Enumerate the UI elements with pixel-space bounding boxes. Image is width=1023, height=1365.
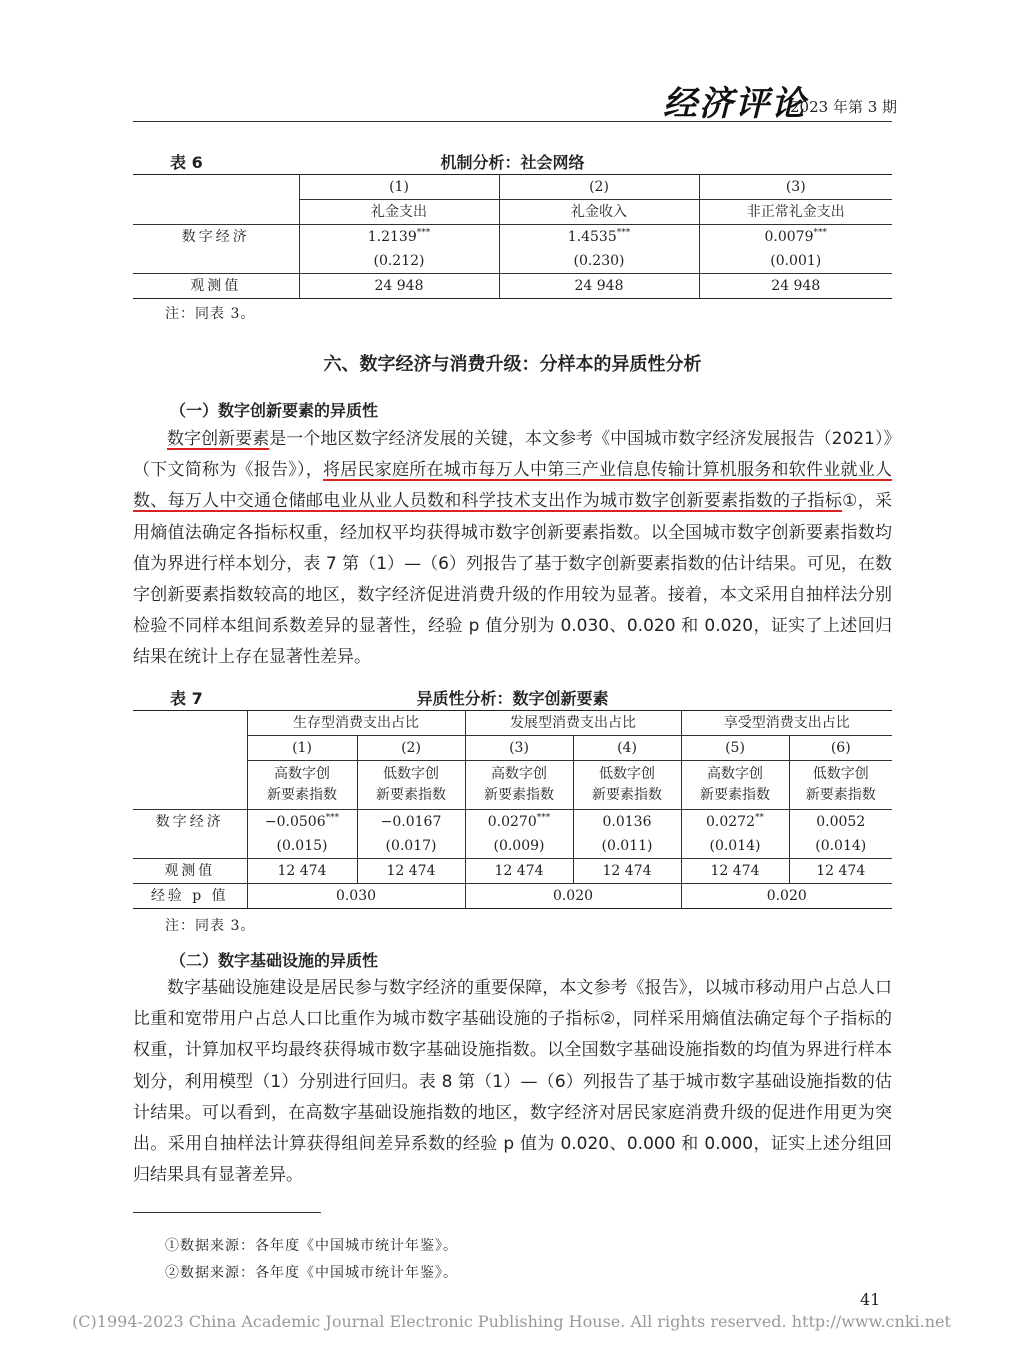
table6-label: 表 6 <box>170 153 203 172</box>
section-title: 六、数字经济与消费升级：分样本的异质性分析 <box>323 354 702 375</box>
table7-coef: −0.0167 <box>357 810 465 835</box>
table7-colnum: (3) <box>465 736 573 761</box>
table6 <box>133 174 892 299</box>
journal-logo: 经济评论 <box>663 84 807 124</box>
table7-obs: 12 474 <box>357 859 465 884</box>
table7-colname-low: 低数字创 新要素指数 <box>573 761 681 810</box>
table7-se: (0.011) <box>573 834 681 859</box>
table7-colnum: (5) <box>681 736 789 761</box>
table7-obs: 12 474 <box>247 859 357 884</box>
table7-colname-low: 低数字创 新要素指数 <box>357 761 465 810</box>
table6-corner <box>133 175 299 200</box>
table7-coef: 0.0136 <box>573 810 681 835</box>
table7-pvalue: 0.020 <box>465 884 681 909</box>
table6-coef: 1.2139*** <box>299 225 499 250</box>
table7-colname-low: 低数字创 新要素指数 <box>789 761 892 810</box>
table7-obs: 12 474 <box>681 859 789 884</box>
table6-corner-lower <box>133 200 299 225</box>
table6-se: (0.230) <box>499 249 699 274</box>
table7-colname-high: 高数字创 新要素指数 <box>681 761 789 810</box>
table7-se: (0.015) <box>247 834 357 859</box>
table7-note: 注：同表 3。 <box>165 918 256 934</box>
table7-coef: 0.0270*** <box>465 810 573 835</box>
paragraph-2: 数字基础设施建设是居民参与数字经济的重要保障，本文参考《报告》，以城市移动用户占总人口比重和宽带用户占总人口比重作为城市数字基础设施的子指标②，同样采用熵值法确定每个子指标的权重，计算加权平均最终获得城市数字基础设施指数。以全国数字基础设施指数的均值为界进行样本划分，利用模型（1）分别进行回归。表 8 第（1）—（6）列报告了基于城市数字基础设施指数的估计结果。可以看到，在高数字基础设施指数的地区，数字经济对居民家庭消费升级的促进作用更为突出。采用自抽样法计算获得组间差异系数的经验 p 值为 0.020、0.000 和 0.000，证实上述分组回归结果具有显著差异。 <box>133 978 892 1186</box>
table6-coef: 1.4535*** <box>499 225 699 250</box>
table7-pvalue: 0.030 <box>247 884 465 909</box>
table6-obs: 24 948 <box>699 274 892 299</box>
table7-obs: 12 474 <box>573 859 681 884</box>
table7-group: 生存型消费支出占比 <box>247 711 465 736</box>
table6-se: (0.212) <box>299 249 499 274</box>
table6-se: (0.001) <box>699 249 892 274</box>
header-rule <box>133 121 892 122</box>
issue-label: 2023 年第 3 期 <box>790 98 898 116</box>
table7-row-digital: 数字经济 <box>133 810 247 859</box>
table7-row-obs: 观测值 <box>133 859 247 884</box>
table7-colname-high: 高数字创 新要素指数 <box>247 761 357 810</box>
table7-group: 发展型消费支出占比 <box>465 711 681 736</box>
table7-obs: 12 474 <box>465 859 573 884</box>
table6-colname: 礼金支出 <box>299 200 499 225</box>
table6-colnum: (1) <box>299 175 499 200</box>
table7-se: (0.014) <box>789 834 892 859</box>
table7-coef: 0.0052 <box>789 810 892 835</box>
underlined-passage: 将居民家庭所在城市每万人中第三产业信息传输计算机服务和软件业就业人数、每万人中交通仓储邮电业从业人员数和科学技术支出作为城市数字创新要素指数的子指标 <box>133 460 892 512</box>
table7-se: (0.009) <box>465 834 573 859</box>
copyright-footer: (C)1994-2023 China Academic Journal Electronic Publishing House. All rights reserved. http://www.cnki.net <box>72 1312 951 1331</box>
table6-row-obs: 观测值 <box>133 274 299 299</box>
table6-colname: 非正常礼金支出 <box>699 200 892 225</box>
table7-se: (0.014) <box>681 834 789 859</box>
table7-colnum: (6) <box>789 736 892 761</box>
table6-colnum: (2) <box>499 175 699 200</box>
footnote-rule <box>133 1212 321 1213</box>
subsection-2-title: （二）数字基础设施的异质性 <box>170 951 379 970</box>
page-number: 41 <box>860 1290 881 1309</box>
table7-group: 享受型消费支出占比 <box>681 711 892 736</box>
table7-colnum: (4) <box>573 736 681 761</box>
underlined-term: 数字创新要素 <box>167 429 270 449</box>
table6-colname: 礼金收入 <box>499 200 699 225</box>
subsection-1-title: （一）数字创新要素的异质性 <box>170 401 379 420</box>
table7-corner <box>133 711 247 736</box>
table7-coef: 0.0272** <box>681 810 789 835</box>
table6-colnum: (3) <box>699 175 892 200</box>
table7 <box>133 710 892 909</box>
footnote-2: ②数据来源：各年度《中国城市统计年鉴》。 <box>165 1265 458 1281</box>
table6-row-digital: 数字经济 <box>133 225 299 274</box>
table7-pvalue: 0.020 <box>681 884 892 909</box>
footnote-1: ①数据来源：各年度《中国城市统计年鉴》。 <box>165 1238 458 1254</box>
table7-coef: −0.0506*** <box>247 810 357 835</box>
table7-title: 异质性分析：数字创新要素 <box>416 689 609 708</box>
table7-colnum: (1) <box>247 736 357 761</box>
table6-coef: 0.0079*** <box>699 225 892 250</box>
paragraph-1: 数字创新要素是一个地区数字经济发展的关键，本文参考《中国城市数字经济发展报告（2021）》（下文简称为《报告》），将居民家庭所在城市每万人中第三产业信息传输计算机服务和软件业就业人数、每万人中交通仓储邮电业从业人员数和科学技术支出作为城市数字创新要素指数的子指标①，采用熵值法确定各指标权重，经加权平均获得城市数字创新要素指数。以全国城市数字创新要素指数均值为界进行样本划分，表 7 第（1）—（6）列报告了基于数字创新要素指数的估计结果。可见，在数字创新要素指数较高的地区，数字经济促进消费升级的作用较为显著。接着，本文采用自抽样法分别检验不同样本组间系数差异的显著性，经验 p 值分别为 0.030、0.020 和 0.020，证实了上述回归结果在统计上存在显著性差异。 <box>133 429 893 668</box>
table7-row-pvalue: 经验 p 值 <box>133 884 247 909</box>
table6-note: 注：同表 3。 <box>165 306 256 322</box>
table6-obs: 24 948 <box>299 274 499 299</box>
table7-corner-mid <box>133 736 247 761</box>
table7-colnum: (2) <box>357 736 465 761</box>
table7-colname-high: 高数字创 新要素指数 <box>465 761 573 810</box>
table7-corner-lower <box>133 761 247 810</box>
table6-obs: 24 948 <box>499 274 699 299</box>
table7-se: (0.017) <box>357 834 465 859</box>
table7-label: 表 7 <box>170 689 203 708</box>
table7-obs: 12 474 <box>789 859 892 884</box>
table6-title: 机制分析：社会网络 <box>440 153 585 172</box>
